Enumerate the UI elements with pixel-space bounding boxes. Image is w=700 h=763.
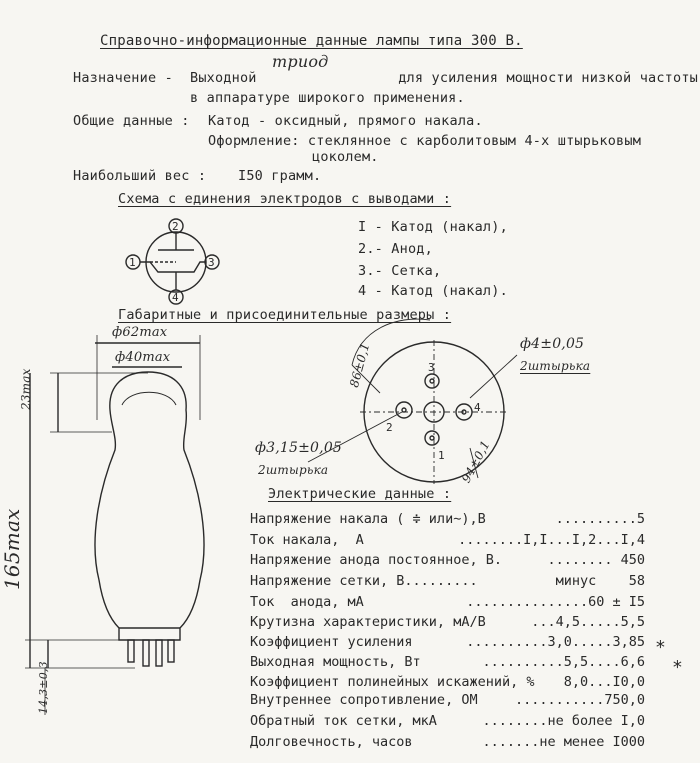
spec-row (250, 634, 645, 654)
spec-value: минус 58 (555, 573, 645, 589)
pinout-item-2: 2.- Анод, (358, 241, 433, 257)
spec-label: Долговечность, часов (250, 734, 413, 750)
design-info: Оформление: стеклянное с карболитовым 4-х штырьковым (208, 133, 642, 149)
spec-row (250, 552, 645, 572)
dim-diameter-62: ф62max (112, 325, 168, 340)
spec-value: ...........750,0 (514, 692, 645, 708)
spec-value: ..........5,5....6,6 (482, 654, 645, 670)
footnote-star-power: * (655, 637, 667, 658)
tube-outline (25, 335, 204, 715)
spec-label: Напряжение накала ( ≑ или∼),В (250, 511, 486, 527)
dim-pin-3-note: 2штырька (258, 463, 329, 477)
spec-value: ...............60 ± I5 (466, 594, 645, 610)
spec-label: Напряжение анода постоянное, В. (250, 552, 502, 568)
base-pin-2: 2 (386, 421, 393, 434)
spec-label: Выходная мощность, Вт (250, 654, 421, 670)
handwritten-type-note: триод (272, 52, 329, 71)
dimensions-title: Габаритные и присоединительные размеры : (118, 307, 452, 323)
spec-row (250, 654, 645, 674)
spec-value: ........ 450 (547, 552, 645, 568)
schematic-pin-4: 4 (172, 291, 179, 304)
electrical-title: Электрические данные : (268, 486, 452, 502)
spec-label: Внутреннее сопротивление, ОМ (250, 692, 478, 708)
spec-label: Крутизна характеристики, мА/В (250, 614, 486, 630)
dim-height-165: 165max (0, 508, 24, 590)
weight-value: I50 грамм. (238, 168, 322, 184)
spec-value: ........I,I...I,2...I,4 (458, 532, 645, 548)
spec-value: 8,0...I0,0 (563, 674, 645, 690)
dim-radius-86: 86±0,1 (346, 341, 373, 389)
spec-label: Обратный ток сетки, мкА (250, 713, 437, 729)
spec-value: ........не более I,0 (482, 713, 645, 729)
spec-row (250, 674, 645, 694)
general-label: Общие данные : (73, 113, 190, 129)
spec-value: .......не менее I000 (482, 734, 645, 750)
design-info-2: цоколем. (312, 149, 379, 165)
spec-row (250, 692, 645, 712)
weight-label: Наибольший вес : (73, 168, 207, 184)
purpose-line-1: Выходной для усиления мощности низкой частоты (190, 70, 698, 86)
pinout-item-4: 4 - Катод (накал). (358, 283, 508, 299)
dim-base-height: 14,3±0,3 (37, 661, 50, 714)
spec-row (250, 614, 645, 634)
purpose-line-2: в аппаратуре широкого применения. (190, 90, 465, 106)
cathode-info: Катод - оксидный, прямого накала. (208, 113, 483, 129)
spec-label: Коэффициент полинейных искажений, % (250, 674, 535, 690)
schematic-pin-3: 3 (208, 256, 215, 269)
base-pin-1: 1 (438, 449, 445, 462)
spec-row (250, 594, 645, 614)
pinout-title: Схема с единения электродов с выводами : (118, 191, 452, 207)
dim-diameter-40: ф40max (115, 350, 171, 365)
spec-label: Коэффициент усиления (250, 634, 413, 650)
schematic-pin-1: 1 (129, 256, 136, 269)
spec-label: Ток накала, А (250, 532, 364, 548)
spec-value: ...4,5.....5,5 (531, 614, 645, 630)
spec-value: ..........3,0.....3,85 (466, 634, 645, 650)
dim-pin-diameter-4: ф4±0,05 (520, 336, 585, 352)
spec-label: Напряжение сетки, В......... (250, 573, 478, 589)
spec-row (250, 532, 645, 552)
spec-label: Ток анода, мА (250, 594, 364, 610)
spec-row (250, 511, 645, 531)
purpose-label: Назначение - (73, 70, 173, 86)
pinout-item-1: I - Катод (накал), (358, 219, 508, 235)
base-pin-4: 4 (474, 401, 481, 414)
spec-row (250, 713, 645, 733)
spec-value: ..........5 (555, 511, 645, 527)
spec-row (250, 573, 645, 593)
schematic-pin-2: 2 (172, 220, 179, 233)
dim-radius-94: 94±0,1 (458, 438, 493, 486)
dim-pin-diameter-3: ф3,15±0,05 (255, 440, 343, 456)
dim-pin-4-note: 2штырька (520, 359, 591, 373)
footnote-star-distortion: * (672, 657, 684, 678)
pinout-item-3: 3.- Сетка, (358, 263, 442, 279)
spec-row (250, 734, 645, 754)
dim-height-23: 23max (19, 368, 33, 410)
document-title: Справочно-информационные данные лампы типа 300 В. (100, 33, 523, 49)
base-pin-3: 3 (428, 361, 435, 374)
